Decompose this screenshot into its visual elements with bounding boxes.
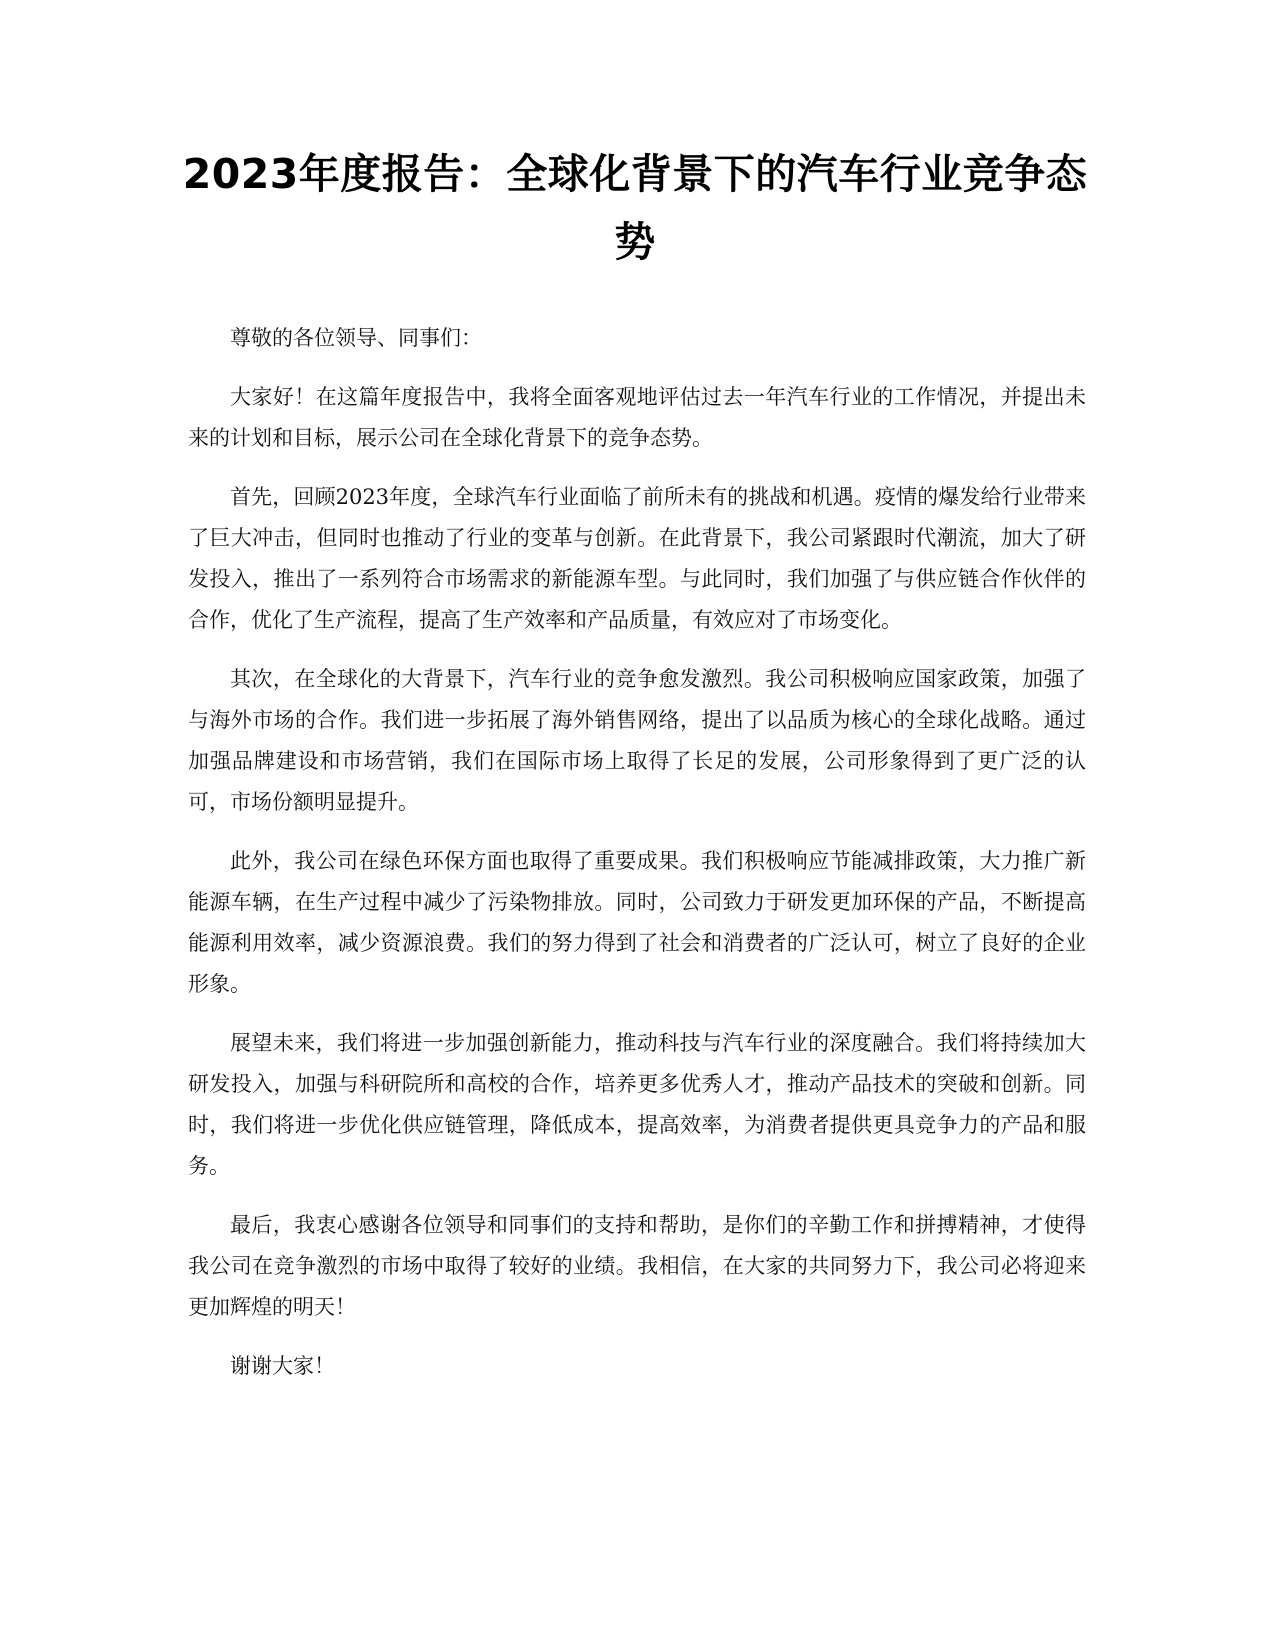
intro-paragraph: 大家好！在这篇年度报告中，我将全面客观地评估过去一年汽车行业的工作情况，并提出未来的计划和目标，展示公司在全球化背景下的竞争态势。 bbox=[188, 385, 1086, 450]
outlook-paragraph: 展望未来，我们将进一步加强创新能力，推动科技与汽车行业的深度融合。我们将持续加大研发投入，加强与科研院所和高校的合作，培养更多优秀人才，推动产品技术的突破和创新。同时，我们将进一步优化供应链管理，降低成本，提高效率，为消费者提供更具竞争力的产品和服务。 bbox=[188, 1031, 1086, 1178]
review-paragraph: 首先，回顾2023年度，全球汽车行业面临了前所未有的挑战和机遇。疫情的爆发给行业带来了巨大冲击，但同时也推动了行业的变革与创新。在此背景下，我公司紧跟时代潮流，加大了研发投入，推出了一系列符合市场需求的新能源车型。与此同时，我们加强了与供应链合作伙伴的合作，优化了生产流程，提高了生产效率和产品质量，有效应对了市场变化。 bbox=[188, 485, 1086, 632]
page-title: 2023年度报告：全球化背景下的汽车行业竞争态势 bbox=[182, 150, 1088, 266]
salutation-paragraph: 尊敬的各位领导、同事们： bbox=[230, 326, 482, 350]
environment-paragraph: 此外，我公司在绿色环保方面也取得了重要成果。我们积极响应节能减排政策，大力推广新能源车辆，在生产过程中减少了污染物排放。同时，公司致力于研发更加环保的产品，不断提高能源利用效率，减少资源浪费。我们的努力得到了社会和消费者的广泛认可，树立了良好的企业形象。 bbox=[188, 849, 1086, 996]
globalization-paragraph: 其次，在全球化的大背景下，汽车行业的竞争愈发激烈。我公司积极响应国家政策，加强了与海外市场的合作。我们进一步拓展了海外销售网络，提出了以品质为核心的全球化战略。通过加强品牌建设和市场营销，我们在国际市场上取得了长足的发展，公司形象得到了更广泛的认可，市场份额明显提升。 bbox=[188, 667, 1086, 814]
document-body bbox=[188, 318, 1086, 1405]
closing-paragraph: 谢谢大家！ bbox=[230, 1354, 335, 1378]
thanks-paragraph: 最后，我衷心感谢各位领导和同事们的支持和帮助，是你们的辛勤工作和拼搏精神，才使得我公司在竞争激烈的市场中取得了较好的业绩。我相信，在大家的共同努力下，我公司必将迎来更加辉煌的明天！ bbox=[188, 1213, 1086, 1319]
